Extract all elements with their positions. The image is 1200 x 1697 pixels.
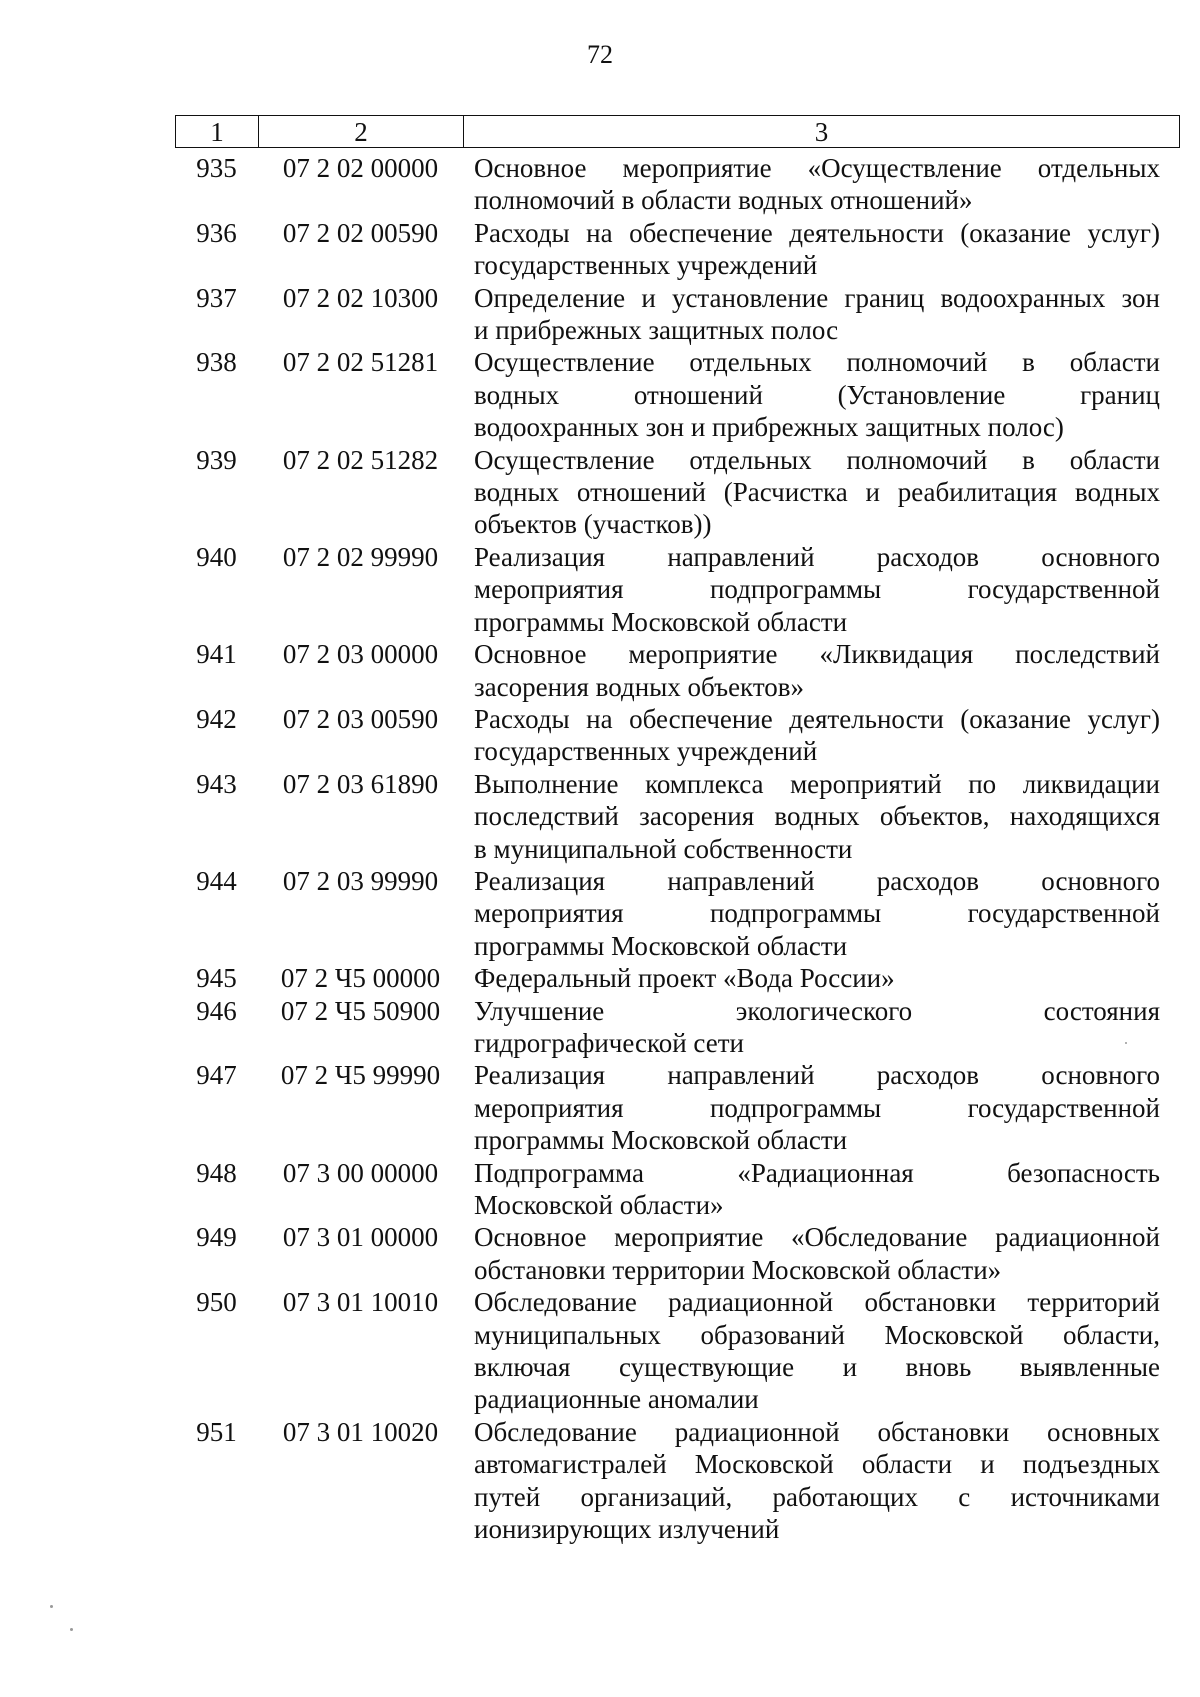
description-line: водоохранных зон и прибрежных защитных полос) — [474, 412, 1064, 443]
row-description — [474, 638, 1160, 703]
description-line: Выполнение комплекса мероприятий по ликвидации — [474, 768, 1160, 799]
row-description — [474, 541, 1160, 638]
row-number: 948 — [196, 1157, 237, 1188]
table-row — [175, 217, 1180, 282]
table-row — [175, 865, 1180, 962]
description-line: Обследование радиационной обстановки основных — [474, 1416, 1160, 1447]
row-description — [474, 282, 1160, 347]
description-line: Реализация направлений расходов основного — [474, 865, 1160, 896]
description-line: полномочий в области водных отношений» — [474, 185, 973, 216]
table-row — [175, 703, 1180, 768]
row-number: 943 — [196, 768, 237, 799]
row-number: 951 — [196, 1416, 237, 1447]
budget-code: 07 2 02 51281 — [282, 347, 439, 378]
budget-code: 07 2 02 10300 — [282, 282, 439, 313]
table-body — [175, 152, 1180, 1545]
description-line: засорения водных объектов» — [474, 671, 805, 702]
header-cell-2: 2 — [259, 116, 464, 147]
description-line: Улучшение экологического состояния — [474, 995, 1160, 1026]
description-line: мероприятия подпрограммы государственной — [474, 574, 1160, 605]
row-number: 935 — [196, 153, 237, 183]
row-description — [474, 217, 1160, 282]
row-description — [474, 346, 1160, 443]
description-line: путей организаций, работающих с источниками — [474, 1481, 1160, 1512]
scan-speck — [70, 1628, 73, 1631]
row-number: 946 — [196, 995, 237, 1026]
description-line: мероприятия подпрограммы государственной — [474, 1092, 1160, 1123]
row-description — [474, 703, 1160, 768]
description-line: муниципальных образований Московской области, — [474, 1319, 1160, 1350]
budget-code: 07 2 02 99990 — [282, 541, 439, 572]
scan-speck — [50, 1605, 53, 1608]
row-number: 938 — [196, 347, 237, 378]
table-row — [175, 152, 1180, 217]
budget-code: 07 3 01 10010 — [282, 1287, 439, 1318]
budget-code: 07 2 03 61890 — [282, 768, 439, 799]
row-number: 942 — [196, 703, 237, 734]
row-description — [474, 152, 1160, 217]
description-line: в муниципальной собственности — [474, 833, 853, 864]
description-line: ионизирующих излучений — [474, 1514, 780, 1545]
description-line: Расходы на обеспечение деятельности (оказание услуг) — [474, 217, 1160, 248]
header-cell-1: 1 — [176, 116, 259, 147]
row-number: 939 — [196, 444, 237, 475]
table-row — [175, 282, 1180, 347]
table-row — [175, 346, 1180, 443]
row-description — [474, 962, 1160, 994]
row-number: 949 — [196, 1222, 237, 1253]
description-line: программы Московской области — [474, 1125, 848, 1156]
description-line: Московской области» — [474, 1190, 724, 1220]
header-cell-3: 3 — [814, 116, 829, 147]
description-line: Определение и установление границ водоохранных зон — [474, 282, 1160, 313]
row-description — [474, 444, 1160, 541]
description-line: государственных учреждений — [474, 250, 818, 281]
scan-speck — [1125, 1042, 1127, 1044]
description-line: автомагистралей Московской области и подъездных — [474, 1449, 1160, 1480]
row-number: 941 — [196, 639, 237, 670]
row-number: 936 — [196, 217, 237, 248]
description-line: Реализация направлений расходов основного — [474, 1060, 1160, 1091]
row-number: 945 — [196, 963, 237, 994]
description-line: последствий засорения водных объектов, находящихся — [474, 801, 1160, 832]
page-number: 72 — [587, 40, 613, 69]
description-line: Федеральный проект «Вода России» — [474, 963, 895, 994]
description-line: Основное мероприятие «Осуществление отдельных — [474, 153, 1160, 183]
table-row — [175, 768, 1180, 865]
budget-code: 07 2 02 00590 — [282, 217, 439, 248]
table-row — [175, 1221, 1180, 1286]
table-row — [175, 638, 1180, 703]
description-line: Основное мероприятие «Обследование радиационной — [474, 1222, 1160, 1253]
description-line: программы Московской области — [474, 606, 848, 637]
budget-code: 07 2 02 00000 — [282, 153, 439, 183]
row-description — [474, 1157, 1160, 1222]
budget-code: 07 2 Ч5 99990 — [280, 1060, 441, 1091]
table-header — [175, 115, 1180, 148]
budget-code: 07 3 01 10020 — [282, 1416, 439, 1447]
budget-code: 07 2 02 51282 — [282, 444, 439, 475]
row-number: 950 — [196, 1287, 237, 1318]
budget-code: 07 2 Ч5 00000 — [280, 963, 441, 994]
description-line: и прибрежных защитных полос — [474, 315, 839, 346]
description-line: гидрографической сети — [474, 1027, 744, 1058]
description-line: радиационные аномалии — [474, 1384, 759, 1415]
description-line: государственных учреждений — [474, 736, 818, 767]
budget-code: 07 3 01 00000 — [282, 1222, 439, 1253]
row-number: 940 — [196, 541, 237, 572]
table-row — [175, 962, 1180, 994]
description-line: включая существующие и вновь выявленные — [474, 1352, 1160, 1383]
table-row — [175, 541, 1180, 638]
table-row — [175, 995, 1180, 1060]
table-row — [175, 1157, 1180, 1222]
row-description — [474, 1059, 1160, 1156]
row-description — [474, 995, 1160, 1060]
row-description — [474, 1221, 1160, 1286]
table-row — [175, 1416, 1180, 1546]
description-line: мероприятия подпрограммы государственной — [474, 898, 1160, 929]
description-line: Осуществление отдельных полномочий в области — [474, 444, 1160, 475]
row-number: 944 — [196, 865, 237, 896]
description-line: Основное мероприятие «Ликвидация последствий — [474, 639, 1160, 670]
description-line: водных отношений (Расчистка и реабилитация водных — [474, 477, 1160, 508]
description-line: обстановки территории Московской области» — [474, 1254, 1002, 1285]
description-line: водных отношений (Установление границ — [474, 379, 1160, 410]
budget-code: 07 2 03 00000 — [282, 639, 439, 670]
row-description — [474, 1416, 1160, 1546]
row-description — [474, 865, 1160, 962]
table-row — [175, 444, 1180, 541]
table-row — [175, 1059, 1180, 1156]
budget-code: 07 3 00 00000 — [282, 1157, 439, 1188]
description-line: Реализация направлений расходов основного — [474, 541, 1160, 572]
row-description — [474, 1286, 1160, 1416]
description-line: Обследование радиационной обстановки территорий — [474, 1287, 1160, 1318]
budget-code: 07 2 03 99990 — [282, 865, 439, 896]
row-number: 947 — [196, 1060, 237, 1091]
row-description — [474, 768, 1160, 865]
description-line: программы Московской области — [474, 930, 848, 961]
budget-code: 07 2 03 00590 — [282, 703, 439, 734]
description-line: Расходы на обеспечение деятельности (оказание услуг) — [474, 703, 1160, 734]
description-line: Подпрограмма «Радиационная безопасность — [474, 1157, 1160, 1188]
description-line: объектов (участков)) — [474, 509, 712, 540]
table-row — [175, 1286, 1180, 1416]
description-line: Осуществление отдельных полномочий в области — [474, 347, 1160, 378]
row-number: 937 — [196, 282, 237, 313]
budget-code: 07 2 Ч5 50900 — [280, 995, 441, 1026]
